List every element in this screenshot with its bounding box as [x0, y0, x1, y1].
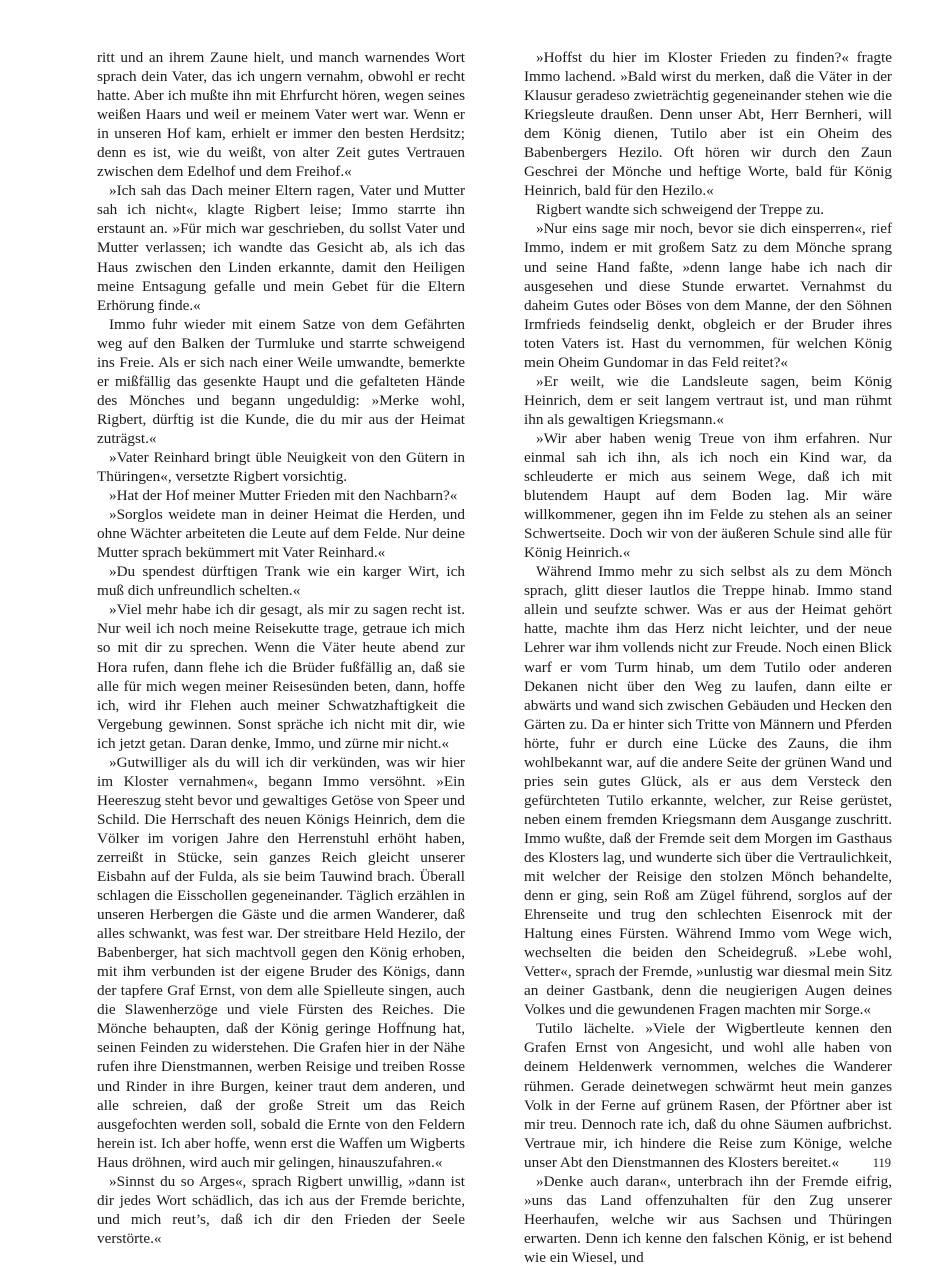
paragraph: Immo fuhr wieder mit einem Satze von dem Gefährten weg auf den Balken der Turmluke und starrte schweigend ins Freie. Als er sich nach einer Weile umwandte, bemerkte er mißfällig das gesenkte Haupt und die gefalteten Hände des Mönches und begann ungeduldig: »Merke wohl, Rigbert, dürftig ist die Kunde, die du mir aus der Heimat zuträgst.«: [97, 315, 465, 447]
paragraph: »Hoffst du hier im Kloster Frieden zu finden?« fragte Immo lachend. »Bald wirst du merken, daß die Väter in der Klausur geradeso zwieträchtig gegeneinander stehen wie die Kriegsleute draußen. Denn unser Abt, Herr Bernheri, will dem König dienen, Tutilo aber ist ein Oheim des Babenbergers Hezilo. Oft hören wir durch den Zaun Geschrei der Mönche und heftige Worte, bald für König Heinrich, bald für den Hezilo.«: [524, 49, 892, 200]
left-column: [97, 48, 465, 1248]
paragraph: »Hat der Hof meiner Mutter Frieden mit den Nachbarn?«: [109, 487, 458, 505]
paragraph: »Viel mehr habe ich dir gesagt, als mir zu sagen recht ist. Nur weil ich noch meine Reisekutte trage, getraue ich mich so mit dir zu sprechen. Wenn die Väter heute abend zur Hora rufen, dann flehe ich die Brüder fußfällig an, daß sie alle für mich wegen meiner Reisesünden beten, dann, hoffe ich, wird ihr Flehen auch meiner Schwatzhaftigkeit die Vergebung gewinnen. Sonst spräche ich nicht mit dir, wie ich jetzt getan. Daran denke, Immo, und zürne mir nicht.«: [97, 601, 465, 752]
paragraph: »Sorglos weidete man in deiner Heimat die Herden, und ohne Wächter arbeiteten die Leute auf dem Felde. Nur deine Mutter sprach bekümmert mit Vater Reinhard.«: [97, 506, 465, 562]
paragraph: Während Immo mehr zu sich selbst als zu dem Mönch sprach, glitt dieser lautlos die Treppe hinab. Immo stand allein und seufzte schwer. Was er aus der Heimat gehört hatte, machte ihm das Herz nicht leichter, und der neue Lehrer war ihm vollends nicht zur Freude. Noch einen Blick warf er vom Turm hinab, um dem Tutilo oder anderen Dekanen nicht über den Weg zu laufen, dann eilte er abwärts und wand sich zwischen Gebäuden und Hecken den Gärten zu. Da er hinter sich Tritte von Männern und Pferden hörte, fuhr er durch eine Lücke des Zauns, die ihm wohlbekannt war, auf die andere Seite der grünen Wand und pries sein gutes Glück, als er aus dem Versteck den gefürchteten Tutilo erkannte, welcher, zur Reise gerüstet, neben einem fremden Kriegsmann dem Ausgange zuschritt. Immo wußte, daß der Fremde seit dem Morgen im Gasthaus des Klosters lag, und wunderte sich über die Vertraulichkeit, mit welcher der Reisige den stolzen Mönch behandelte, denn er ging, sein Roß am Zügel führend, sorglos auf der Ehrenseite und trug den schlechten Eisenrock mit der Haltung eines Fürsten. Während Immo vom Wege wich, wechselten die beiden den Scheidegruß. »Lebe wohl, Vetter«, sprach der Fremde, »unlustig war diesmal mein Sitz an deiner Gastbank, denn die neugierigen Augen deines Volkes und die gewundenen Fragen machten mir Sorge.«: [524, 563, 892, 1019]
paragraph: »Sinnst du so Arges«, sprach Rigbert unwillig, »dann ist dir jedes Wort schädlich, das ich aus der Fremde berichte, und mich reut’s, daß ich dir den Frieden der Seele verstörte.«: [97, 1172, 465, 1247]
page-number: 119: [872, 1156, 891, 1170]
paragraph: Tutilo lächelte. »Viele der Wigbertleute kennen den Grafen Ernst von Angesicht, und wohl alle haben von deinem Heldenwerk vernommen, welches die Wanderer rühmen. Gerade deinetwegen schwärmt heut mein ganzes Volk in der Ferne auf grünem Rasen, der Pförtner aber ist mir treu. Dennoch rate ich, daß du ohne Säumen aufbrichst. Vertraue mir, ich hindere die Reise zum Könige, welche unser Abt den Dienstmannen des Klosters bereitet.«: [524, 1020, 892, 1171]
right-column: [524, 48, 892, 1267]
paragraph: »Denke auch daran«, unterbrach ihn der Fremde eifrig, »uns das Land offenzuhalten für den Zug unserer Heerhaufen, welche wir aus Sachsen und Thüringen erwarten. Denn ich kenne den falschen König, er ist behend wie ein Wiesel, und: [524, 1172, 892, 1266]
paragraph: »Vater Reinhard bringt üble Neuigkeit von den Gütern in Thüringen«, versetzte Rigbert vorsichtig.: [97, 448, 465, 486]
paragraph: »Gutwilliger als du will ich dir verkünden, was wir hier im Kloster vernahmen«, begann Immo versöhnt. »Ein Heereszug steht bevor und gewaltiges Getöse von Speer und Schild. Die Herrschaft des neuen Königs Heinrich, dem die Völker im vorigen Jahre den Herrenstuhl erhöht haben, zerreißt in Stücke, sein ganzes Reich gleicht unserer Eisbahn auf der Fulda, als sie beim Tauwind brach. Überall schlagen die Eisschollen gegeneinander. Täglich erzählen in unseren Herbergen die Gäste und die armen Wanderer, daß alles schwankt, was fest war. Der streitbare Held Hezilo, der Babenberger, hat sich machtvoll gegen den König erhoben, mit ihm verbunden ist der eigene Bruder des Königs, dann der tapfere Graf Ernst, von dem alle Spielleute singen, auch die Slawenherzöge und viele Fürsten des Reiches. Die Mönche behaupten, daß der König geringe Hoffnung hat, seinen Feinden zu widerstehen. Die Grafen hier in der Nähe rufen ihre Dienstmannen, werben Reisige und treiben Rosse und Rinder in ihre Burgen, keiner traut dem anderen, und alle schreien, daß der große Streit um das Reich ausgefochten werden soll, sobald die Ernte von den Feldern herein ist. Ich aber hoffe, wenn erst die Waffen um Wigberts Haus dröhnen, wird auch mir gelingen, hinauszufahren.«: [97, 753, 465, 1171]
paragraph: ritt und an ihrem Zaune hielt, und manch warnendes Wort sprach dein Vater, das ich ungern vernahm, obwohl er recht hatte. Aber ich mußte ihn mit Ehrfurcht hören, wegen seines weißen Haars und weil er meinem Vater wert war. Wenn er in unseren Hof kam, erhielt er immer den besten Herdsitz; denn es ist, wie du weißt, von alter Zeit gutes Vertrauen zwischen dem Edelhof und dem Freihof.«: [97, 49, 465, 181]
paragraph: »Er weilt, wie die Landsleute sagen, beim König Heinrich, dem er seit langem vertraut ist, und man rühmt ihn als gewaltigen Kriegsmann.«: [524, 372, 892, 428]
paragraph: »Ich sah das Dach meiner Eltern ragen, Vater und Mutter sah ich nicht«, klagte Rigbert leise; Immo starrte ihn erstaunt an. »Für mich war geschrieben, du sollst Vater und Mutter verlassen; ich wandte das Gesicht ab, als ich das Haus zwischen den Linden erkannte, damit den Heiligen meine Entsagung gefalle und mein Gebet für die Eltern Erhörung finde.«: [97, 182, 465, 314]
paragraph: »Nur eins sage mir noch, bevor sie dich einsperren«, rief Immo, indem er mit großem Satz zu dem Mönche sprang und seine Hand faßte, »denn lange habe ich nach dir ausgesehen und diese Stunde erwartet. Vernahmst du daheim Gutes oder Böses von dem Manne, der den Söhnen Irmfrieds feindselig denkt, obgleich er der Bruder ihres toten Vaters ist. Hast du vernommen, für welchen König mein Oheim Gundomar in das Feld reitet?«: [524, 220, 892, 371]
paragraph: Rigbert wandte sich schweigend der Treppe zu.: [536, 201, 825, 219]
paragraph: »Du spendest dürftigen Trank wie ein karger Wirt, ich muß dich unfreundlich schelten.«: [97, 563, 465, 600]
paragraph: »Wir aber haben wenig Treue von ihm erfahren. Nur einmal sah ich ihn, als ich noch ein Kind war, da schleuderte er mich aus seinem Wege, daß ich mit blutendem Haupt auf dem Boden lag. Mir wäre willkommener, gegen ihn im Felde zu stehen als an seiner Schwertseite. Doch wir von der äußeren Schule sind alle für König Heinrich.«: [524, 429, 892, 562]
